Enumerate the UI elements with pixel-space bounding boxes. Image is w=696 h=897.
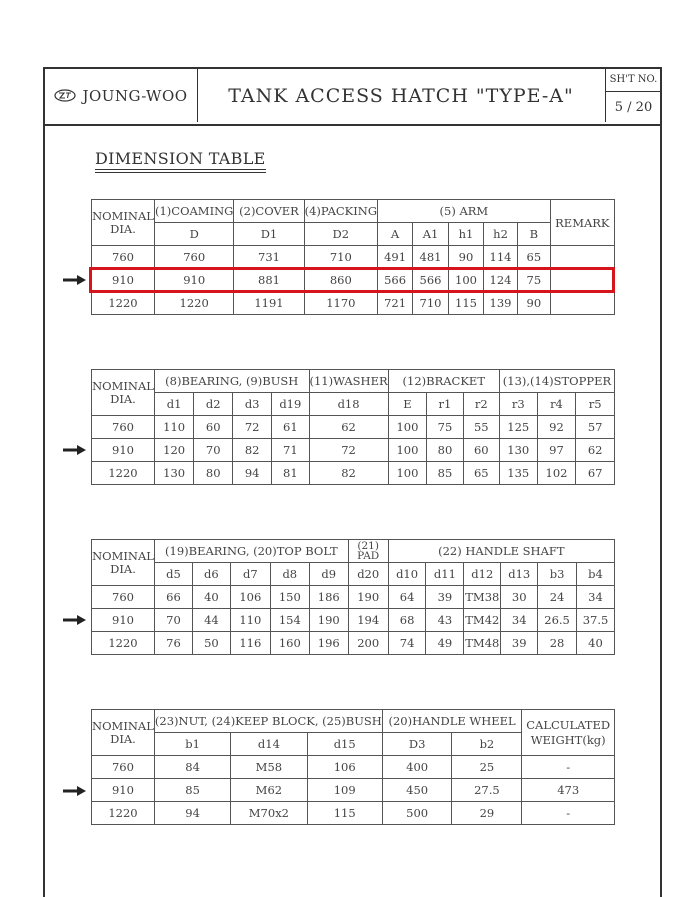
nominal-dia-cell: 910 [92,439,155,462]
sub-header: d20 [348,563,388,586]
table-cell: 450 [382,779,452,802]
table-row [92,462,615,485]
group-header: (2)COVER [234,200,304,223]
table-row [92,416,615,439]
table-subheader-row [92,223,615,246]
sub-header: D2 [304,223,377,246]
sub-header: E [388,393,427,416]
table-cell: M62 [231,779,307,802]
table-header-row [92,540,615,563]
group-header: (1)COAMING [154,200,233,223]
table-cell: 90 [518,292,551,315]
sheet-number-value: 5 / 20 [614,100,653,115]
table-cell: 400 [382,756,452,779]
sub-header: d10 [388,563,426,586]
nominal-dia-cell: 910 [92,269,155,292]
table-cell: 97 [537,439,576,462]
table-cell: 116 [230,632,270,655]
table-cell: 85 [427,462,463,485]
table-cell: 115 [307,802,382,825]
table-cell: 72 [233,416,272,439]
table-cell: 150 [270,586,309,609]
table-cell: 84 [154,756,230,779]
table-row [92,292,615,315]
table-cell: 62 [309,416,388,439]
sub-header: d5 [154,563,192,586]
table-cell: 82 [233,439,272,462]
group-header: (22) HANDLE SHAFT [388,540,614,563]
group-header: (23)NUT, (24)KEEP BLOCK, (25)BUSH [154,710,382,733]
table-cell: 566 [413,269,449,292]
sub-header: h1 [448,223,483,246]
table-cell: 75 [427,416,463,439]
sub-header: d18 [309,393,388,416]
table-cell: 710 [413,292,449,315]
company-logo [45,69,198,122]
sub-header: D3 [382,733,452,756]
table-cell: 68 [388,609,426,632]
nominal-dia-cell: 760 [92,416,155,439]
table-cell: 194 [348,609,388,632]
drawing-title: TANK ACCESS HATCH "TYPE-A" [228,84,574,107]
sub-header: d9 [309,563,348,586]
table-cell: 76 [154,632,192,655]
nominal-dia-cell: 760 [92,756,155,779]
table-cell: 106 [230,586,270,609]
table-cell: 39 [426,586,464,609]
title-block [45,69,660,126]
table-cell: 34 [576,586,614,609]
table-cell: 85 [154,779,230,802]
table-cell: TM48 [464,632,501,655]
selected-row-arrow-icon [63,444,87,456]
table-cell: 100 [388,416,427,439]
table-cell: 120 [154,439,193,462]
table-cell: 62 [576,439,615,462]
table-cell: 65 [463,462,499,485]
table-cell: 1191 [234,292,304,315]
table-cell: - [522,802,615,825]
sub-header: b4 [576,563,614,586]
table-cell: 72 [309,439,388,462]
sub-header: d14 [231,733,307,756]
table-cell: 49 [426,632,464,655]
table-cell [550,246,614,269]
table-cell: 26.5 [538,609,577,632]
table-cell: M70x2 [231,802,307,825]
table-cell: 29 [452,802,522,825]
nominal-dia-cell: 760 [92,586,155,609]
sheet-number-label: SH'T NO. [606,69,661,92]
group-header: (12)BRACKET [388,370,499,393]
dimension-table-2 [91,369,615,485]
dimension-table-4 [91,709,615,825]
table-cell: 39 [501,632,538,655]
table-cell: 100 [448,269,483,292]
selected-row-arrow-icon [63,274,87,286]
table-cell: 100 [388,439,427,462]
sub-header: d8 [270,563,309,586]
group-header: (20)HANDLE WHEEL [382,710,522,733]
table-row [92,756,615,779]
table-cell: 82 [309,462,388,485]
table-cell: M58 [231,756,307,779]
table-cell: 64 [388,586,426,609]
sub-header: A [378,223,413,246]
table-cell: 186 [309,586,348,609]
sub-header: d1 [154,393,193,416]
table-cell: 115 [448,292,483,315]
group-header: (19)BEARING, (20)TOP BOLT [154,540,348,563]
nominal-dia-cell: 1220 [92,292,155,315]
table-cell: 74 [388,632,426,655]
table-cell [550,292,614,315]
table-cell: 25 [452,756,522,779]
weight-header: CALCULATED WEIGHT(kg) [522,710,615,756]
table-cell: 109 [307,779,382,802]
company-name: JOUNG-WOO [82,86,188,105]
table-cell: - [522,756,615,779]
sub-header: d11 [426,563,464,586]
table-row [92,632,615,655]
table-cell: 34 [501,609,538,632]
table-cell: 80 [194,462,233,485]
sub-header: h2 [483,223,517,246]
sub-header: d19 [272,393,309,416]
table-cell: 130 [499,439,537,462]
table-cell: 130 [154,462,193,485]
joung-woo-logo-icon [54,89,76,102]
table-cell: 910 [154,269,233,292]
table-cell: 473 [522,779,615,802]
table-cell: 40 [576,632,614,655]
table-cell: 760 [154,246,233,269]
sub-header: r2 [463,393,499,416]
table-cell: 200 [348,632,388,655]
table-cell: 60 [463,439,499,462]
table-cell: 135 [499,462,537,485]
group-header: (21) PAD [348,540,388,563]
table-cell: 881 [234,269,304,292]
nominal-dia-header: NOMINAL DIA. [92,370,155,416]
sub-header: d12 [464,563,501,586]
sub-header: b1 [154,733,230,756]
table-cell: 67 [576,462,615,485]
table-cell: 30 [501,586,538,609]
table-row [92,802,615,825]
table-cell: 40 [192,586,230,609]
table-cell: 24 [538,586,577,609]
table-cell: TM42 [464,609,501,632]
table-cell: 61 [272,416,309,439]
table-subheader-row [92,393,615,416]
table-cell: 28 [538,632,577,655]
table-cell: 190 [309,609,348,632]
table-cell: 66 [154,586,192,609]
table-cell: 731 [234,246,304,269]
sub-header: b2 [452,733,522,756]
sub-header: d15 [307,733,382,756]
group-header: (13),(14)STOPPER [499,370,614,393]
table-subheader-row [92,563,615,586]
dimension-table-1 [91,199,615,315]
nominal-dia-header: NOMINAL DIA. [92,710,155,756]
table-cell: 154 [270,609,309,632]
sub-header: r1 [427,393,463,416]
nominal-dia-cell: 760 [92,246,155,269]
table-cell: 60 [194,416,233,439]
sub-header: d7 [230,563,270,586]
table-header-row [92,370,615,393]
table-cell: 110 [230,609,270,632]
section-title: DIMENSION TABLE [95,149,266,168]
nominal-dia-cell: 1220 [92,462,155,485]
table-cell: 190 [348,586,388,609]
table-cell: 50 [192,632,230,655]
nominal-dia-cell: 910 [92,609,155,632]
selected-row-arrow-icon [63,785,87,797]
table-cell: 196 [309,632,348,655]
row-highlight-box [89,267,615,293]
selected-row-arrow-icon [63,614,87,626]
table-cell: 65 [518,246,551,269]
table-header-row [92,200,615,223]
table-cell: 125 [499,416,537,439]
table-row [92,609,615,632]
table-cell: 70 [194,439,233,462]
table-cell: 160 [270,632,309,655]
sub-header: D1 [234,223,304,246]
table-cell: 139 [483,292,517,315]
table-cell: 37.5 [576,609,614,632]
table-cell: 90 [448,246,483,269]
table-cell: 721 [378,292,413,315]
table-cell: 114 [483,246,517,269]
table-cell: 124 [483,269,517,292]
table-cell: 70 [154,609,192,632]
table-cell: 1220 [154,292,233,315]
table-cell: 491 [378,246,413,269]
table-cell: 1170 [304,292,377,315]
dimension-table-3 [91,539,615,655]
nominal-dia-cell: 1220 [92,802,155,825]
sub-header: r4 [537,393,576,416]
table-cell: 43 [426,609,464,632]
table-cell: 44 [192,609,230,632]
sheet-number-box [605,69,661,122]
sub-header: D [154,223,233,246]
table-cell: 27.5 [452,779,522,802]
sub-header: r5 [576,393,615,416]
sub-header: d2 [194,393,233,416]
table-cell: 110 [154,416,193,439]
table-cell: 500 [382,802,452,825]
nominal-dia-cell: 1220 [92,632,155,655]
table-cell: 860 [304,269,377,292]
remark-header: REMARK [550,200,614,246]
table-cell: 710 [304,246,377,269]
sub-header: r3 [499,393,537,416]
table-cell: 566 [378,269,413,292]
sub-header: d6 [192,563,230,586]
sub-header: B [518,223,551,246]
table-cell: 102 [537,462,576,485]
table-cell: 94 [233,462,272,485]
sub-header: A1 [413,223,449,246]
table-cell: 80 [427,439,463,462]
nominal-dia-header: NOMINAL DIA. [92,200,155,246]
table-cell: 81 [272,462,309,485]
sub-header: d3 [233,393,272,416]
table-header-row [92,710,615,733]
sub-header: b3 [538,563,577,586]
sub-header: d13 [501,563,538,586]
table-cell: TM38 [464,586,501,609]
table-cell: 106 [307,756,382,779]
table-cell: 71 [272,439,309,462]
group-header: (8)BEARING, (9)BUSH [154,370,309,393]
table-cell: 57 [576,416,615,439]
table-cell: 481 [413,246,449,269]
table-row [92,246,615,269]
group-header: (11)WASHER [309,370,388,393]
nominal-dia-header: NOMINAL DIA. [92,540,155,586]
group-header: (4)PACKING [304,200,377,223]
table-row [92,586,615,609]
table-cell: 75 [518,269,551,292]
group-header: (5) ARM [378,200,551,223]
table-cell: 100 [388,462,427,485]
table-cell: 94 [154,802,230,825]
nominal-dia-cell: 910 [92,779,155,802]
table-row [92,439,615,462]
table-cell: 92 [537,416,576,439]
table-cell: 55 [463,416,499,439]
table-row [92,779,615,802]
